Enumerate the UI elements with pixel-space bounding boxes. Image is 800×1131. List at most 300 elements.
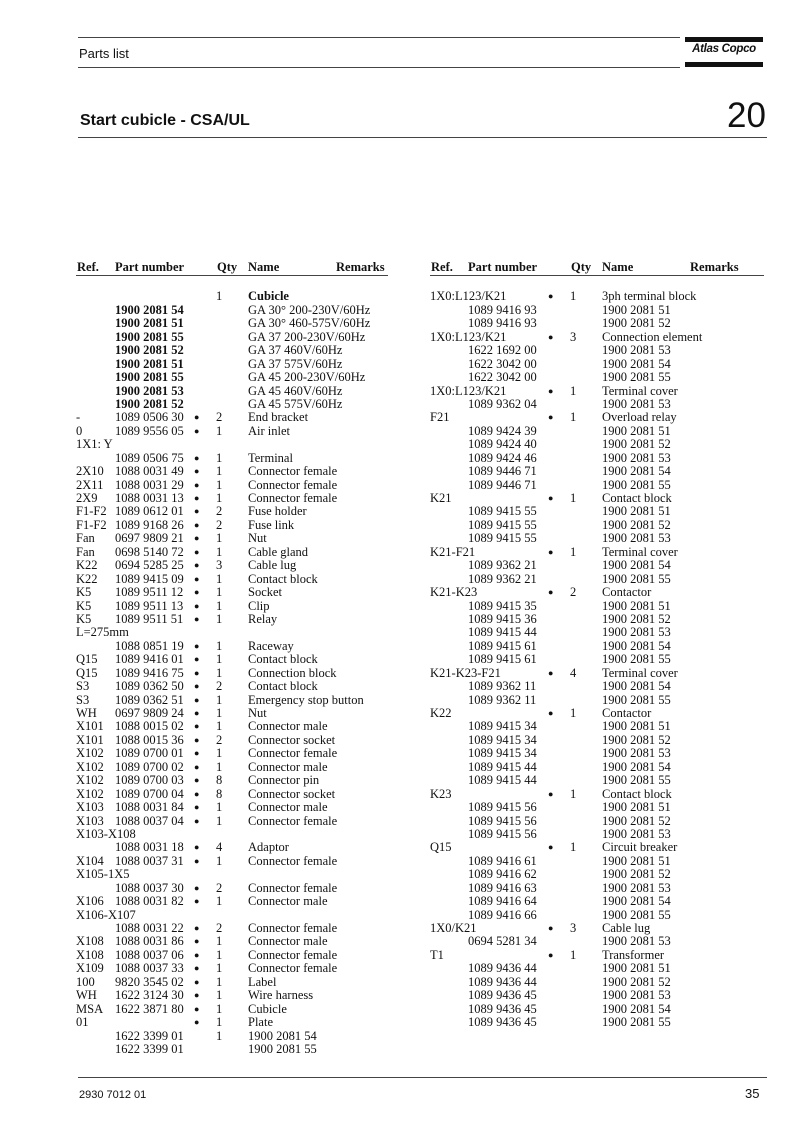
cell-bullet: ● (548, 587, 554, 598)
table-row (76, 667, 388, 680)
table-row (76, 828, 388, 841)
table-body (430, 277, 764, 1030)
cell-bullet: ● (194, 452, 200, 463)
column-remarks: Remarks (336, 260, 385, 274)
cell-name: Connector male (248, 894, 328, 909)
cell-bullet: ● (548, 842, 554, 853)
table-row (76, 344, 388, 357)
cell-ref: K22 (76, 571, 98, 586)
cell-part-number: 1088 0031 86 (115, 934, 184, 949)
cell-ref: X106 (76, 894, 104, 909)
cell-name: 1900 2081 52 (602, 813, 671, 828)
cell-name: Connection element (602, 329, 703, 344)
cell-name: Air inlet (248, 423, 291, 438)
cell-name: Relay (248, 611, 278, 626)
table-row (430, 425, 764, 438)
cell-qty: 3 (570, 329, 577, 344)
column-name: Name (602, 260, 634, 274)
cell-bullet: ● (194, 963, 200, 974)
cell-part-number: 1089 9415 09 (115, 571, 184, 586)
cell-part-number: 1900 2081 52 (115, 343, 184, 358)
cell-qty: 1 (216, 894, 223, 909)
cell-part-number: 0698 5140 72 (115, 544, 184, 559)
cell-ref: 01 (76, 1015, 89, 1030)
cell-part-number: 1089 9424 40 (468, 437, 537, 452)
table-row (430, 290, 764, 303)
table-row (76, 922, 388, 935)
cell-name: 1900 2081 51 (602, 598, 671, 613)
table-header (76, 260, 388, 277)
cell-name: 1900 2081 53 (602, 396, 671, 411)
cell-part-number: 1088 0031 84 (115, 800, 184, 815)
cell-ref: X101 (76, 732, 104, 747)
column-part-number: Part number (115, 260, 185, 274)
table-row (76, 532, 388, 545)
cell-bullet: ● (194, 976, 200, 987)
cell-ref: - (76, 410, 81, 425)
cell-part-number: 1088 0851 19 (115, 638, 184, 653)
cell-ref: X102 (76, 759, 104, 774)
table-row (430, 573, 764, 586)
cell-ref: 1X0:L123/K21 (430, 383, 507, 398)
table-row (76, 1016, 388, 1029)
cell-part-number: 1089 9362 21 (468, 558, 537, 573)
column-ref: Ref. (77, 260, 99, 274)
cell-part-number: 1089 9416 75 (115, 665, 184, 680)
table-row (430, 761, 764, 774)
cell-name: Circuit breaker (602, 840, 678, 855)
cell-part-number: 1089 9424 46 (468, 450, 537, 465)
cell-ref: K21-F21 (430, 544, 476, 559)
cell-bullet: ● (548, 493, 554, 503)
table-row (430, 385, 764, 398)
cell-name: Connector female (248, 921, 338, 935)
cell-ref: L=275mm (76, 625, 129, 640)
table-row (430, 640, 764, 653)
table-row (430, 452, 764, 465)
cell-part-number: 1089 9362 11 (468, 679, 537, 694)
table-row (76, 358, 388, 371)
cell-part-number: 1089 9436 44 (468, 974, 537, 989)
table-row (430, 855, 764, 868)
cell-name: Socket (248, 585, 283, 600)
cell-part-number: 1089 0506 75 (115, 450, 184, 465)
cell-bullet: ● (194, 721, 200, 732)
cell-name: GA 37 575V/60Hz (248, 356, 343, 371)
cell-name: 1900 2081 53 (602, 625, 671, 640)
cell-part-number: 1089 9415 44 (468, 625, 537, 640)
cell-part-number: 1089 9415 55 (468, 504, 537, 519)
table-row (76, 694, 388, 707)
cell-part-number: 1089 9416 66 (468, 907, 537, 922)
cell-qty: 1 (570, 289, 577, 304)
cell-part-number: 1088 0037 30 (115, 880, 184, 895)
header-top-rule (78, 37, 680, 38)
cell-name: 1900 2081 53 (602, 934, 671, 949)
table-row (430, 398, 764, 411)
cell-ref: 2X9 (76, 491, 98, 505)
cell-qty: 1 (216, 759, 223, 774)
cell-qty: 3 (216, 558, 223, 573)
cell-ref: K22 (76, 558, 98, 573)
cell-part-number: 1089 9415 55 (468, 517, 537, 532)
table-row (76, 1030, 388, 1043)
cell-part-number: 1089 9415 36 (468, 611, 537, 626)
table-row (76, 519, 388, 532)
table-row (430, 976, 764, 989)
cell-name: Connector socket (248, 732, 336, 747)
cell-ref: K21-K23-F21 (430, 665, 501, 680)
cell-part-number: 1089 9511 51 (115, 611, 184, 626)
cell-part-number: 1089 9424 39 (468, 423, 537, 438)
cell-part-number: 1900 2081 51 (115, 356, 184, 371)
table-row (430, 438, 764, 451)
cell-ref: 0 (76, 423, 83, 438)
cell-part-number: 0694 5281 34 (468, 934, 537, 949)
cell-bullet: ● (194, 842, 200, 853)
parts-table-left (76, 260, 388, 1056)
table-row (430, 479, 764, 492)
cell-name: Emergency stop button (248, 692, 364, 707)
cell-ref: X106-X107 (76, 907, 136, 922)
cell-part-number: 1088 0037 04 (115, 813, 184, 828)
cell-ref: X109 (76, 961, 104, 976)
cell-qty: 1 (570, 706, 577, 720)
table-header (430, 260, 764, 277)
column-part-number: Part number (468, 260, 538, 274)
table-row (76, 613, 388, 626)
cell-name: 1900 2081 55 (248, 1041, 317, 1056)
cell-ref: Fan (76, 531, 95, 546)
cell-name: Contact block (602, 491, 672, 505)
cell-name: 1900 2081 52 (602, 611, 671, 626)
cell-part-number: 1089 9415 44 (468, 773, 537, 788)
cell-bullet: ● (194, 802, 200, 813)
cell-name: 1900 2081 51 (602, 504, 671, 519)
cell-qty: 1 (570, 544, 577, 559)
cell-name: Cable lug (248, 558, 297, 573)
cell-ref: F21 (430, 410, 450, 425)
cell-ref: 1X0:L123/K21 (430, 289, 507, 304)
cell-part-number: 1089 9511 13 (115, 598, 184, 613)
cell-part-number: 1622 3042 00 (468, 356, 537, 371)
cell-name: 1900 2081 55 (602, 907, 671, 922)
table-row (76, 573, 388, 586)
cell-name: 1900 2081 55 (602, 370, 671, 385)
cell-bullet: ● (194, 734, 200, 745)
table-row (76, 720, 388, 733)
table-row (430, 600, 764, 613)
cell-part-number: 1900 2081 52 (115, 396, 184, 411)
cell-bullet: ● (194, 936, 200, 947)
cell-ref: X103 (76, 800, 104, 815)
cell-ref: X101 (76, 719, 104, 734)
cell-qty: 1 (216, 1015, 223, 1030)
cell-name: 1900 2081 52 (602, 517, 671, 532)
table-row (76, 438, 388, 451)
cell-qty: 1 (216, 974, 223, 989)
cell-part-number: 1089 9415 34 (468, 746, 537, 761)
cell-qty: 1 (216, 719, 223, 734)
cell-qty: 1 (216, 585, 223, 600)
cell-bullet: ● (194, 788, 200, 799)
cell-name: 1900 2081 55 (602, 1015, 671, 1030)
cell-qty: 1 (570, 491, 577, 505)
cell-bullet: ● (548, 667, 554, 678)
cell-part-number: 1622 3124 30 (115, 988, 184, 1003)
table-row (430, 815, 764, 828)
cell-bullet: ● (194, 990, 200, 1001)
cell-part-number: 1089 9416 62 (468, 867, 537, 882)
cell-part-number: 1089 9436 45 (468, 1001, 537, 1016)
cell-qty: 1 (216, 934, 223, 949)
cell-name: GA 45 575V/60Hz (248, 396, 343, 411)
table-row (76, 855, 388, 868)
cell-part-number: 1089 9416 93 (468, 302, 537, 317)
table-row (430, 680, 764, 693)
table-row (430, 801, 764, 814)
table-row (76, 331, 388, 344)
cell-part-number: 1089 0700 03 (115, 773, 184, 788)
table-row (76, 559, 388, 572)
cell-part-number: 1089 9415 61 (468, 638, 537, 653)
cell-bullet: ● (194, 466, 200, 477)
cell-name: 1900 2081 54 (602, 759, 671, 774)
table-row (76, 747, 388, 760)
table-row (76, 841, 388, 854)
cell-name: Cable lug (602, 921, 651, 935)
table-row (76, 640, 388, 653)
table-row (76, 304, 388, 317)
cell-bullet: ● (548, 546, 554, 557)
cell-name: 1900 2081 55 (602, 477, 671, 492)
table-row (76, 385, 388, 398)
cell-name: 1900 2081 54 (602, 638, 671, 653)
cell-ref: X102 (76, 786, 104, 801)
cell-qty: 1 (216, 611, 223, 626)
cell-name: 1900 2081 54 (248, 1028, 317, 1043)
table-row (430, 653, 764, 666)
cell-ref: X104 (76, 853, 104, 868)
cell-qty: 2 (216, 732, 223, 747)
cell-name: 1900 2081 52 (602, 316, 671, 331)
cell-name: Connector female (248, 491, 338, 505)
cell-part-number: 1622 3399 01 (115, 1028, 184, 1043)
table-row (430, 626, 764, 639)
cell-name: 1900 2081 54 (602, 679, 671, 694)
cell-ref: WH (76, 706, 97, 720)
cell-part-number: 1622 1692 00 (468, 343, 537, 358)
cell-part-number: 1622 3042 00 (468, 370, 537, 385)
cell-qty: 2 (216, 921, 223, 935)
cell-name: Nut (248, 531, 267, 546)
page-title: Start cubicle - CSA/UL (80, 112, 250, 129)
cell-qty: 1 (216, 450, 223, 465)
table-row (76, 774, 388, 787)
table-row (430, 720, 764, 733)
table-row (430, 949, 764, 962)
cell-ref: X103 (76, 813, 104, 828)
cell-part-number: 1089 9416 61 (468, 853, 537, 868)
table-row (76, 680, 388, 693)
cell-name: Wire harness (248, 988, 314, 1003)
table-row (430, 344, 764, 357)
cell-qty: 1 (216, 961, 223, 976)
cell-part-number: 1089 9362 11 (468, 692, 537, 707)
cell-bullet: ● (194, 573, 200, 584)
table-row (430, 962, 764, 975)
cell-name: 1900 2081 54 (602, 1001, 671, 1016)
cell-bullet: ● (194, 506, 200, 517)
cell-name: GA 30° 200-230V/60Hz (248, 302, 371, 317)
section-number: 20 (727, 96, 766, 135)
cell-name: Connector male (248, 934, 328, 949)
table-row (76, 815, 388, 828)
table-row (430, 546, 764, 559)
cell-part-number: 1088 0031 18 (115, 840, 184, 855)
table-row (76, 962, 388, 975)
cell-bullet: ● (194, 748, 200, 759)
cell-ref: Q15 (76, 665, 98, 680)
cell-qty: 1 (216, 1001, 223, 1016)
cell-name: Fuse link (248, 517, 295, 532)
table-row (430, 882, 764, 895)
table-row (430, 788, 764, 801)
cell-name: Cubicle (248, 1001, 287, 1016)
table-row (430, 895, 764, 908)
cell-bullet: ● (194, 479, 200, 490)
table-row (76, 586, 388, 599)
cell-part-number: 1900 2081 53 (115, 383, 184, 398)
cell-name: Cable gland (248, 544, 309, 559)
cell-part-number: 1089 9446 71 (468, 464, 537, 479)
table-row (76, 882, 388, 895)
cell-part-number: 0694 5285 25 (115, 558, 184, 573)
cell-name: 1900 2081 51 (602, 719, 671, 734)
cell-name: 1900 2081 53 (602, 746, 671, 761)
cell-part-number: 9820 3545 02 (115, 974, 184, 989)
cell-ref: K23 (430, 786, 452, 801)
table-row (430, 774, 764, 787)
cell-ref: K21-K23 (430, 585, 478, 600)
table-row (76, 398, 388, 411)
cell-part-number: 1900 2081 51 (115, 316, 184, 331)
cell-name: 1900 2081 55 (602, 571, 671, 586)
table-header-rule (430, 275, 764, 276)
cell-qty: 1 (216, 665, 223, 680)
cell-bullet: ● (194, 654, 200, 665)
cell-part-number: 1088 0037 06 (115, 947, 184, 962)
cell-part-number: 1088 0031 13 (115, 491, 184, 505)
table-row (76, 761, 388, 774)
cell-name: 1900 2081 51 (602, 961, 671, 976)
cell-bullet: ● (548, 923, 554, 933)
cell-ref: K21 (430, 491, 452, 505)
cell-part-number: 1089 9415 56 (468, 813, 537, 828)
cell-name: Connector male (248, 719, 328, 734)
cell-part-number: 1089 9436 45 (468, 1015, 537, 1030)
cell-qty: 1 (216, 477, 223, 492)
atlas-copco-logo: Atlas Copco (685, 37, 763, 67)
cell-name: GA 37 460V/60Hz (248, 343, 343, 358)
table-row (76, 788, 388, 801)
cell-ref: X108 (76, 947, 104, 962)
cell-part-number: 1089 0362 50 (115, 679, 184, 694)
cell-name: Nut (248, 706, 267, 720)
cell-bullet: ● (548, 331, 554, 342)
cell-qty: 1 (216, 813, 223, 828)
table-row (76, 317, 388, 330)
cell-part-number: 1088 0031 82 (115, 894, 184, 909)
footer-rule (78, 1077, 767, 1078)
cell-part-number: 1089 9416 93 (468, 316, 537, 331)
cell-bullet: ● (548, 949, 554, 960)
cell-name: Contact block (248, 652, 318, 667)
cell-qty: 1 (216, 531, 223, 546)
cell-name: 1900 2081 52 (602, 974, 671, 989)
table-row (76, 411, 388, 424)
cell-part-number: 1088 0015 36 (115, 732, 184, 747)
table-row (76, 1043, 388, 1056)
table-row (430, 371, 764, 384)
table-row (76, 371, 388, 384)
cell-name: 1900 2081 53 (602, 988, 671, 1003)
cell-qty: 1 (570, 786, 577, 801)
cell-qty: 1 (216, 853, 223, 868)
cell-name: Connector female (248, 947, 338, 962)
cell-name: Connector female (248, 880, 338, 895)
page-number: 35 (745, 1086, 760, 1101)
table-row (430, 1003, 764, 1016)
cell-name: 1900 2081 53 (602, 343, 671, 358)
cell-ref: 100 (76, 974, 95, 989)
table-row (430, 1016, 764, 1029)
cell-qty: 1 (216, 544, 223, 559)
cell-part-number: 1089 9415 56 (468, 826, 537, 841)
cell-ref: Q15 (430, 840, 452, 855)
cell-qty: 1 (216, 491, 223, 505)
cell-name: GA 37 200-230V/60Hz (248, 329, 366, 344)
cell-bullet: ● (194, 855, 200, 866)
cell-name: Connector female (248, 477, 338, 492)
cell-part-number: 1089 9436 44 (468, 961, 537, 976)
cell-name: 1900 2081 55 (602, 692, 671, 707)
cell-qty: 1 (216, 423, 223, 438)
table-row (76, 290, 388, 303)
cell-name: Connection block (248, 665, 337, 680)
cell-ref: X103-X108 (76, 826, 136, 841)
table-row (430, 841, 764, 854)
cell-name: Clip (248, 598, 270, 613)
cell-qty: 3 (570, 921, 577, 935)
cell-bullet: ● (194, 1003, 200, 1014)
cell-ref: X102 (76, 746, 104, 761)
cell-name: Connector male (248, 759, 328, 774)
document-number: 2930 7012 01 (79, 1089, 147, 1101)
table-row (76, 1003, 388, 1016)
cell-name: 1900 2081 53 (602, 826, 671, 841)
cell-part-number: 1089 9416 63 (468, 880, 537, 895)
column-qty: Qty (571, 260, 592, 274)
cell-qty: 1 (216, 652, 223, 667)
cell-name: 1900 2081 55 (602, 652, 671, 667)
table-row (430, 492, 764, 505)
cell-ref: F1-F2 (76, 504, 107, 519)
cell-name: 1900 2081 54 (602, 558, 671, 573)
parts-table-right (430, 260, 764, 1030)
cell-name: 1900 2081 53 (602, 880, 671, 895)
table-row (430, 922, 764, 935)
